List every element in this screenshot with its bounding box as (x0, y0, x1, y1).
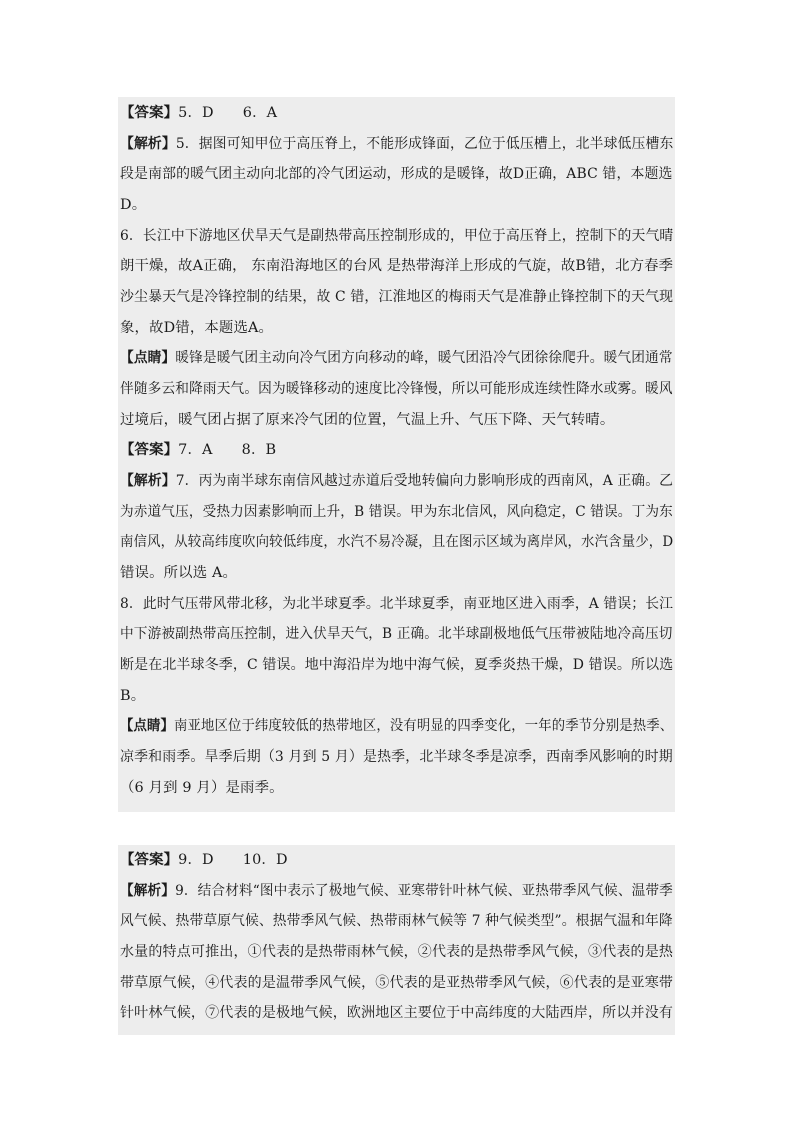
text-line (120, 195, 146, 215)
text-line (120, 686, 145, 706)
line-text: 9．D 10．D (178, 852, 288, 868)
line-text: 带草原气候，④代表的是温带季风气候，⑤代表的是亚热带季风气候，⑥代表的是亚寒带 (120, 975, 674, 991)
text-line (120, 318, 273, 338)
text-line (120, 287, 673, 307)
line-text: （6 月到 9 月）是雨季。 (120, 780, 284, 796)
line-text: 9．结合材料“图中表示了极地气候、亚寒带针叶林气候、亚热带季风气候、温带季 (175, 883, 673, 899)
text-line (120, 440, 276, 460)
text-line (120, 348, 673, 368)
text-line (120, 256, 673, 276)
text-line (120, 624, 673, 644)
text-line (120, 942, 673, 962)
line-text: 段是南部的暖气团主动向北部的冷气团运动，形成的是暖锋，故D正确，ABC 错，本题选 (120, 166, 673, 182)
line-text: 7．A 8．B (178, 442, 277, 458)
line-text: 6．长江中下游地区伏旱天气是副热带高压控制形成的，甲位于高压脊上，控制下的天气晴 (120, 228, 674, 244)
section-label: 【解析】 (120, 472, 176, 489)
line-text: 凉季和雨季。旱季后期（3 月到 5 月）是热季，北半球冬季是凉季，西南季风影响的时期 (120, 749, 673, 765)
line-text: 南信风，从较高纬度吹向较低纬度，水汽不易冷凝，且在图示区域为离岸风，水汽含量少，D (120, 534, 674, 550)
section-label: 【解析】 (120, 135, 176, 152)
text-line (120, 532, 673, 552)
section-label: 【点睛】 (120, 717, 174, 734)
text-line (120, 502, 673, 522)
line-text: 沙尘暴天气是冷锋控制的结果，故 C 错，江淮地区的梅雨天气是准静止锋控制下的天气现 (120, 289, 674, 305)
line-text: 7．丙为南半球东南信风越过赤道后受地转偏向力影响形成的西南风，A 正确。乙 (175, 473, 674, 489)
line-text: 针叶林气候，⑦代表的是极地气候，欧洲地区主要位于中高纬度的大陆西岸，所以并没有 (120, 1005, 674, 1021)
text-line (120, 563, 237, 583)
section-label: 【答案】 (120, 851, 179, 868)
text-line (120, 164, 673, 184)
line-text: 风气候、热带草原气候、热带季风气候、热带雨林气候等 7 种气候类型”。根据气温和年降 (120, 913, 673, 929)
text-line (120, 716, 673, 736)
text-line (120, 881, 673, 901)
text-line (120, 410, 614, 430)
text-line (120, 911, 673, 931)
text-line (120, 471, 673, 491)
line-text: B。 (120, 688, 146, 704)
line-text: D。 (120, 197, 147, 213)
text-line (120, 134, 673, 154)
text-line (120, 379, 673, 399)
text-line (120, 1003, 673, 1023)
text-line (120, 226, 673, 246)
line-text: 过境后，暖气团占据了原来冷气团的位置，气温上升、气压下降、天气转晴。 (120, 412, 615, 428)
line-text: 暖锋是暖气团主动向冷气团方向移动的峰，暖气团沿冷气团徐徐爬升。暖气团通常 (175, 350, 673, 366)
text-line (120, 655, 673, 675)
text-line (120, 778, 284, 798)
text-line (120, 594, 673, 614)
line-text: 象，故D错，本题选A。 (120, 320, 274, 336)
line-text: 5．D 6．A (178, 105, 278, 121)
line-text: 错误。所以选 A。 (120, 565, 238, 581)
section-label: 【点睛】 (120, 349, 176, 366)
line-text: 中下游被副热带高压控制，进入伏旱天气，B 正确。北半球副极地低气压带被陆地冷高压切 (120, 626, 673, 642)
line-text: 水量的特点可推出，①代表的是热带雨林气候，②代表的是热带季风气候，③代表的是热 (120, 944, 674, 960)
line-text: 朗干燥，故A正确， 东南沿海地区的台风 是热带海洋上形成的气旋，故B错，北方春季 (120, 258, 674, 274)
answer-block-9-10 (118, 845, 675, 1035)
line-text: 伴随多云和降雨天气。因为暖锋移动的速度比冷锋慢，所以可能形成连续性降水或雾。暖风 (120, 381, 673, 397)
text-line (120, 973, 673, 993)
section-label: 【答案】 (120, 104, 179, 121)
line-text: 5．据图可知甲位于高压脊上，不能形成锋面，乙位于低压槽上，北半球低压槽东 (175, 136, 674, 152)
line-text: 8．此时气压带风带北移，为北半球夏季。北半球夏季，南亚地区进入雨季，A 错误；长江 (120, 596, 674, 612)
line-text: 为赤道气压，受热力因素影响而上升，B 错误。甲为东北信风，风向稳定，C 错误。丁为东 (120, 504, 673, 520)
text-line (120, 103, 277, 123)
text-line (120, 747, 673, 767)
section-label: 【答案】 (120, 441, 179, 458)
line-text: 断是在北半球冬季，C 错误。地中海沿岸为地中海气候，夏季炎热干燥，D 错误。所以选 (120, 657, 674, 673)
line-text: 南亚地区位于纬度较低的热带地区，没有明显的四季变化，一年的季节分别是热季、 (173, 718, 674, 734)
answer-block-5-8 (118, 97, 675, 812)
section-label: 【解析】 (120, 882, 176, 899)
text-line (120, 850, 288, 870)
